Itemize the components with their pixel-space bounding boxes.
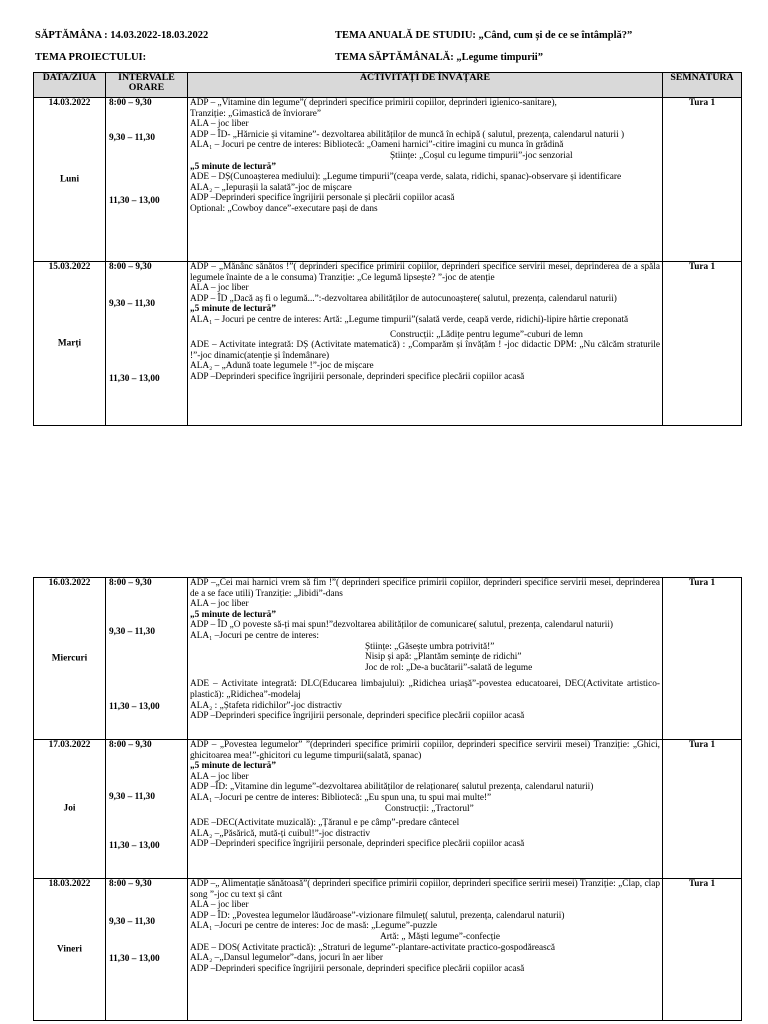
activity-line: ADP – ÎD „O poveste să-ți mai spun!”dezvoltarea abilităților de comunicare( salutul, prezența, calendarul naturii) [190, 620, 614, 631]
activity-line: ADP – ÎD- „Hărnicie și vitamine”- dezvoltarea abilităților de muncă în echipă ( salutul, prezența, calendarul naturii ) [190, 129, 625, 140]
activity-line: ALA – joc liber [190, 119, 249, 130]
activity-line: Științe: „Coșul cu legume timpurii”-joc senzorial [390, 150, 573, 161]
interval: 9,30 – 11,30 [109, 133, 155, 143]
activity-line: „5 minute de lectură” [190, 304, 276, 315]
activities-cell [188, 262, 663, 426]
day-row-wednesday [34, 578, 742, 740]
activities-cell [188, 740, 663, 879]
activity-line: ADP – „Mănânc sănătos !”( deprinderi specifice primirii copiilor, deprinderi specifice servirii mesei, deprinderea de a spăla legumele înainte de a le consuma) Tranziție: „Ce legumă lipsește? ”-joc de atenție [190, 262, 660, 283]
activity-line: ADP –ÎD: „Vitamine din legume”-dezvoltarea abilităților de relaționare( salutul prezența, calendarul naturii) [190, 782, 594, 793]
annual-theme: TEMA ANUALĂ DE STUDIU: „Când, cum și de ce se întâmplă?” [335, 30, 633, 41]
activity-line: ALA₂ –„Dansul legumelor”-dans, jocuri în aer liber [190, 953, 383, 964]
interval: 8:00 – 9,30 [109, 262, 152, 272]
activity-line: ADP – „Vitamine din legume”( deprinderi specifice primirii copiilor, deprinderi igienico-sanitare), [190, 98, 557, 108]
activity-line: ALA₁ –Jocuri pe centre de interes: Bibliotecă: „Eu spun una, tu spui mai multe!” [190, 792, 492, 803]
activity-line: ALA₂ –„Păsărică, mută-ți cuibul!”-joc distractiv [190, 828, 371, 839]
weekday: Miercuri [51, 653, 88, 664]
day-row-friday [34, 879, 742, 1021]
interval: 9,30 – 11,30 [109, 299, 155, 309]
activity-line: Construcții: „Tractorul” [385, 803, 474, 814]
interval-cell [106, 578, 188, 740]
activity-line: ALA – joc liber [190, 283, 249, 294]
activity-line: „5 minute de lectură” [190, 161, 276, 172]
day-row-monday [34, 98, 742, 262]
date-cell [34, 740, 106, 879]
interval-cell [106, 98, 188, 262]
date: 18.03.2022 [48, 879, 91, 889]
activity-line: ALA₁ –Jocuri pe centre de interes: [190, 630, 319, 641]
activity-line: Optional: „Cowboy dance”-executare pași de dans [190, 203, 378, 214]
signature-cell: Tura 1 [663, 740, 742, 879]
date-cell [34, 578, 106, 740]
activities-cell [188, 578, 663, 740]
interval: 9,30 – 11,30 [109, 917, 155, 927]
signature-cell: Tura 1 [663, 578, 742, 740]
schedule-table-page-2 [33, 577, 742, 1021]
interval: 11,30 – 13,00 [109, 954, 160, 964]
activity-line: ALA₁ –Jocuri pe centre de interes: Joc de masă: „Legume”-puzzle [190, 921, 438, 932]
activity-line: Construcții: „Lădițe pentru legume”-cuburi de lemn [390, 329, 583, 340]
activity-line: ADP –Deprinderi specifice îngrijirii personale, deprinderi specifice plecării copiilor acasă [190, 963, 525, 974]
week-label: SĂPTĂMÂNA : 14.03.2022-18.03.2022 [35, 30, 209, 41]
col-header-intervals: INTERVALE ORARE [106, 73, 188, 98]
activity-line: ADE – Activitate integrată: DȘ (Activitate matematică) : „Comparăm și învățăm ! -joc didactic DPM: „Nu călcăm straturile !”-joc dinamic(atenție și îndemânare) [190, 340, 660, 361]
activity-line: ADP –Deprinderi specifice îngrijirii personale, deprinderi specifice plecării copiilor acasă [190, 839, 525, 850]
activity-line: ADP – ÎD „Dacă aș fi o legumă...”:-dezvoltarea abilităților de autocunoaștere( salutul, prezența, calendarul naturii) [190, 293, 617, 304]
activity-line: Joc de rol: „De-a bucătarii”-salată de legume [365, 662, 533, 673]
date-cell [34, 879, 106, 1021]
signature-cell: Tura 1 [663, 98, 742, 262]
activity-line: ALA₁ – Jocuri pe centre de interes: Bibliotecă: „Oameni harnici”-citire imagini cu munca în grădină [190, 140, 564, 151]
activities-cell [188, 98, 663, 262]
interval: 8:00 – 9,30 [109, 578, 152, 588]
weekday: Joi [63, 803, 76, 814]
activity-line: ADP –Deprinderi specifice îngrijirii personale, deprinderi specifice plecării copiilor acasă [190, 711, 525, 722]
day-row-thursday [34, 740, 742, 879]
weekly-theme: TEMA SĂPTĂMÂNALĂ: „Legume timpurii” [335, 52, 543, 63]
activity-line: ALA₁ – Jocuri pe centre de interes: Artă: „Legume timpurii”(salată verde, ceapă verde, ridichi)-lipire hârtie creponată [190, 314, 629, 325]
date: 17.03.2022 [48, 740, 91, 750]
interval: 8:00 – 9,30 [109, 98, 152, 108]
interval-cell [106, 879, 188, 1021]
activity-line: ADP –„ Alimentație sănătoasă”( deprinderi specifice primirii copiilor, deprinderi specifice seririi mesei) Tranziție: „Clap, clap song ”-joc cu text și cânt [190, 879, 660, 900]
activity-line: ADE – DȘ(Cunoașterea mediului): „Legume timpurii”(ceapa verde, salata, ridichi, spanac)-observare și identificare [190, 172, 622, 183]
weekday: Luni [59, 174, 80, 185]
activity-line: ALA – joc liber [190, 599, 249, 610]
activity-line: ADE – DOS( Activitate practică): „Straturi de legume”-plantare-activitate practico-gospodărească [190, 942, 555, 953]
activity-line: Științe: „Găsește umbra potrivită!” [365, 641, 495, 652]
activity-line: ADP – ÎD: „Povestea legumelor lăudăroase”-vizionare filmuleț( salutul, prezența, calendarul naturii) [190, 910, 565, 921]
activity-line: ALA – joc liber [190, 900, 249, 911]
activity-line: Artă: „ Măști legume”-confecție [380, 931, 501, 942]
activity-line: ADP – „Povestea legumelor” ”(deprinderi specifice primirii copiilor, deprinderi specifice servirii mesei) Tranziție: „Ghici, ghicitoarea mea!”-ghicitori cu legume timpurii(salată, spanac) [190, 740, 660, 761]
activity-line: ADP –Deprinderi specifice îngrijirii personale și plecării copiilor acasă [190, 193, 455, 204]
activity-line: Tranziție: „Gimastică de înviorare” [190, 108, 322, 119]
interval: 9,30 – 11,30 [109, 792, 155, 802]
activity-line: ALA₂ : „Ștafeta ridichilor”-joc distractiv [190, 700, 342, 711]
col-header-date: DATA/ZIUA [34, 73, 106, 98]
col-header-activities: ACTIVITĂȚI DE ÎNVĂȚARE [188, 73, 663, 98]
schedule-table-page-1 [33, 72, 742, 426]
interval: 8:00 – 9,30 [109, 740, 152, 750]
activity-line: ALA₂ – „Adună toate legumele !”-joc de mișcare [190, 361, 374, 372]
date: 16.03.2022 [48, 578, 91, 588]
weekday: Marți [57, 338, 82, 349]
activity-line: ADP –Deprinderi specifice îngrijirii personale, deprinderi specifice plecării copiilor acasă [190, 371, 525, 382]
activity-line: ADE –DEC(Activitate muzicală): „Țăranul e pe câmp”-predare cântecel [190, 818, 460, 829]
day-row-tuesday [34, 262, 742, 426]
date: 14.03.2022 [48, 98, 91, 108]
interval: 11,30 – 13,00 [109, 196, 160, 206]
interval: 11,30 – 13,00 [109, 374, 160, 384]
activity-line: Nisip și apă: „Plantăm semințe de ridichi” [365, 652, 522, 663]
interval: 11,30 – 13,00 [109, 702, 160, 712]
activity-line: ALA₂ – „Iepurașii la salată”-joc de mișcare [190, 182, 352, 193]
signature-cell: Tura 1 [663, 879, 742, 1021]
weekday: Vineri [57, 944, 82, 955]
interval: 8:00 – 9,30 [109, 879, 152, 889]
interval: 9,30 – 11,30 [109, 627, 155, 637]
activity-line: ADE – Activitate integrată: DLC(Educarea limbajului): „Ridichea uriașă”-povestea educatoarei, DEC(Activitate artistico-plastică): „Ridichea”-modelaj [190, 679, 660, 700]
interval-cell [106, 262, 188, 426]
signature-cell: Tura 1 [663, 262, 742, 426]
activity-line: „5 minute de lectură” [190, 761, 276, 772]
project-label: TEMA PROIECTULUI: [35, 52, 147, 63]
activity-line: „5 minute de lectură” [190, 609, 276, 620]
date-cell [34, 262, 106, 426]
date: 15.03.2022 [48, 262, 91, 272]
interval: 11,30 – 13,00 [109, 841, 160, 851]
activity-line: ALA – joc liber [190, 771, 249, 782]
interval-cell [106, 740, 188, 879]
activity-line: ADP –„Cei mai harnici vrem să fim !”( deprinderi specifice primirii copiilor, deprinderi specifice servirii mesei, deprinderea de a se face utili) Tranziție: „Jibidi”-dans [190, 578, 660, 599]
col-header-signature: SEMNĂTURA [663, 73, 742, 98]
activities-cell [188, 879, 663, 1021]
date-cell [34, 98, 106, 262]
table-header-row [34, 73, 742, 98]
